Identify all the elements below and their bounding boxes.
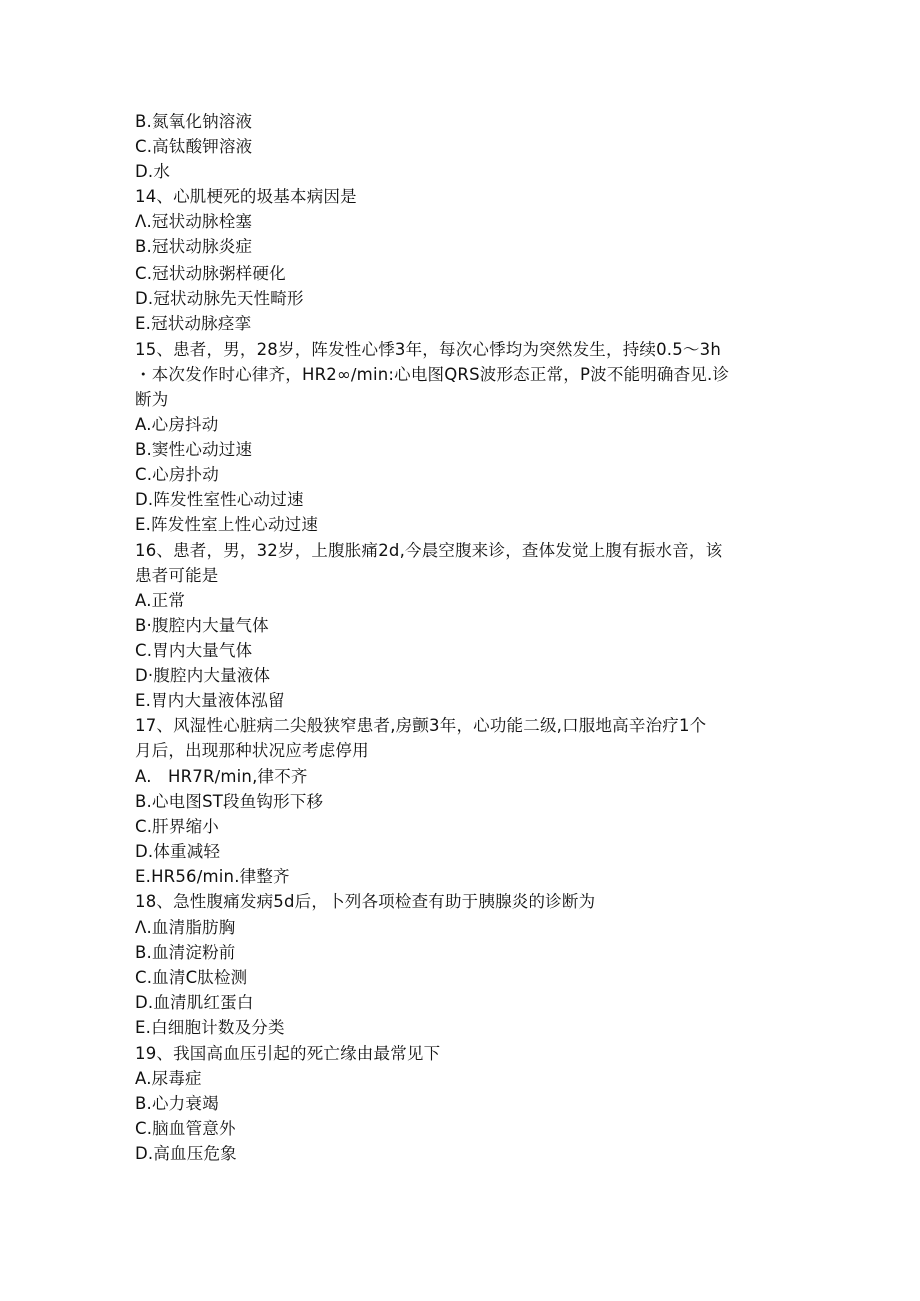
question-line: 断为 (135, 390, 169, 409)
question-line: 患者可能是 (135, 566, 219, 585)
option-line: B.氮氧化钠溶液 (135, 112, 253, 131)
option-line: E.冠状动脉痉挛 (135, 314, 252, 333)
question-line: 19、我国高血压引起的死亡缘由最常见下 (135, 1044, 441, 1063)
option-line: C.脑血管意外 (135, 1119, 236, 1138)
option-line: D.血清肌红蛋白 (135, 993, 254, 1012)
option-line: C.血清C肽检测 (135, 968, 248, 987)
option-line: A. HR7R∕min,律不齐 (135, 767, 308, 786)
option-line: D.体重减轻 (135, 842, 221, 861)
option-line: C.肝界缩小 (135, 817, 219, 836)
option-line: D.高血压危象 (135, 1144, 237, 1163)
option-line: C.冠状动脉粥样硬化 (135, 264, 286, 283)
question-line: 15、患者，男，28岁，阵发性心悸3年，每次心悸均为突然发生，持续0.5～3h (135, 340, 721, 359)
option-line: D·腹腔内大量液体 (135, 666, 271, 685)
option-line: Λ.冠状动脉栓塞 (135, 212, 253, 231)
option-line: B.心力衰竭 (135, 1094, 219, 1113)
option-line: C.胃内大量气体 (135, 641, 253, 660)
option-line: E.阵发性室上性心动过速 (135, 515, 319, 534)
question-line: ・本次发作时心律齐，HR2∞∕min:心电图QRS波形态正常，P波不能明确杳见.诊 (135, 365, 730, 384)
option-line: E.胃内大量液体泓留 (135, 691, 285, 710)
option-line: B.窦性心动过速 (135, 440, 253, 459)
option-line: B·腹腔内大量气体 (135, 616, 269, 635)
option-line: B.心电图ST段鱼钩形下移 (135, 792, 324, 811)
option-line: A.正常 (135, 591, 186, 610)
option-line: D.水 (135, 162, 171, 181)
option-line: Λ.血清脂肪胸 (135, 918, 236, 937)
option-line: E.白细胞计数及分类 (135, 1018, 285, 1037)
question-line: 18、急性腹痛发病5d后，卜列各项检查有助于胰腺炎的诊断为 (135, 892, 596, 911)
question-line: 月后，出现那种状况应考虑停用 (135, 741, 369, 760)
option-line: D.阵发性室性心动过速 (135, 490, 304, 509)
option-line: A.尿毒症 (135, 1069, 202, 1088)
option-line: B.冠状动脉炎症 (135, 237, 253, 256)
option-line: E.HR56∕min.律整齐 (135, 867, 290, 886)
option-line: D.冠状动脉先天性畸形 (135, 289, 304, 308)
option-line: C.高钛酸钾溶液 (135, 137, 253, 156)
question-line: 16、患者，男，32岁，上腹胀痛2d,今晨空腹来诊，查体发觉上腹有振水音，该 (135, 541, 723, 560)
option-line: A.心房抖动 (135, 415, 219, 434)
question-line: 14、心肌梗死的圾基本病因是 (135, 187, 357, 206)
option-line: B.血清淀粉前 (135, 943, 236, 962)
question-line: 17、风湿性心脏病二尖般狭窄患者,房颤3年，心功能二级,口服地高辛治疗1个 (135, 716, 707, 735)
option-line: C.心房扑动 (135, 465, 219, 484)
